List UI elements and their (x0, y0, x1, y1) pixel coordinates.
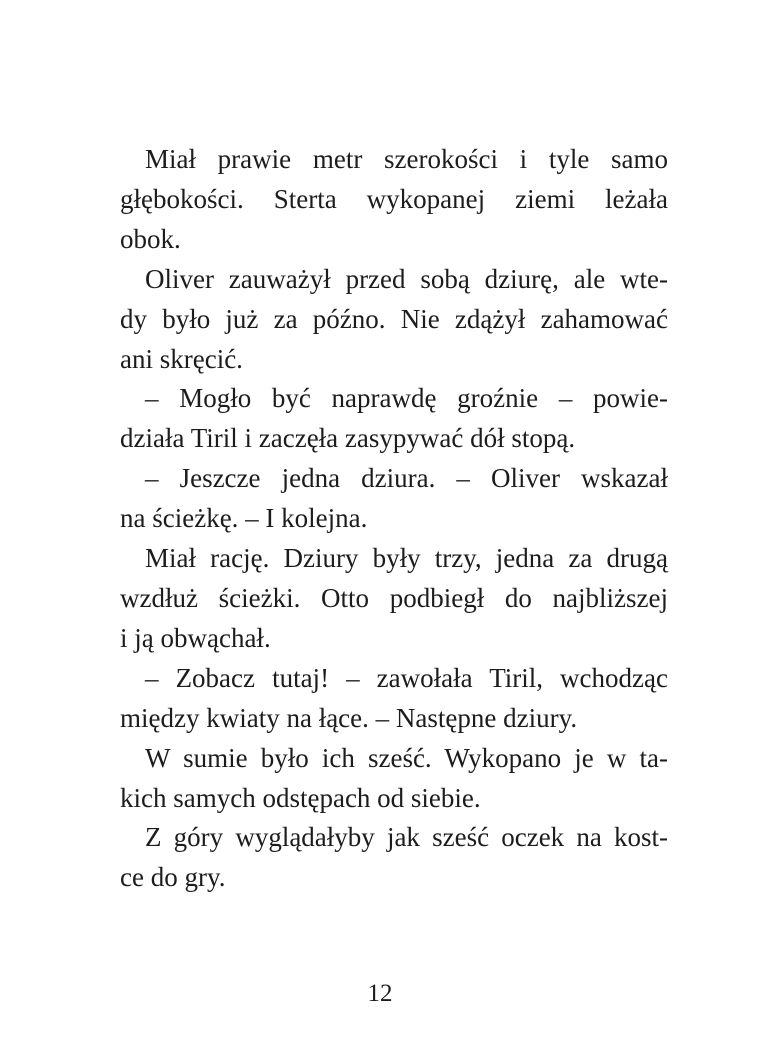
text-line: Miał prawie metr szerokości i tyle samo (145, 144, 668, 174)
paragraph (120, 379, 668, 459)
paragraph (120, 739, 668, 819)
text-line: i ją obwąchał. (120, 622, 271, 653)
text-line: W sumie było ich sześć. Wykopano je w ta- (145, 742, 668, 773)
page-body-text (120, 140, 668, 898)
text-line: na ścieżkę. – I kolejna. (120, 503, 368, 534)
text-line: Oliver zauważył przed sobą dziurę, ale wte- (145, 263, 668, 294)
text-line: ce do gry. (120, 862, 226, 893)
text-line: Miał rację. Dziury były trzy, jedna za drugą (145, 543, 668, 574)
text-line: Z góry wyglądałyby jak sześć oczek na kost- (145, 822, 668, 853)
text-line: – Jeszcze jedna dziura. – Oliver wskazał (145, 463, 668, 494)
paragraph (120, 260, 668, 380)
text-line: – Mogło być naprawdę groźnie – powie- (145, 383, 668, 414)
paragraph (120, 659, 668, 739)
text-line: między kwiaty na łące. – Następne dziury. (120, 702, 578, 733)
text-line: działa Tiril i zaczęła zasypywać dół stopą. (120, 423, 576, 454)
text-line: – Zobacz tutaj! – zawołała Tiril, wchodząc (145, 662, 668, 693)
paragraph (120, 140, 668, 260)
text-line: obok. (120, 223, 181, 254)
text-line: dy było już za późno. Nie zdążył zahamować (120, 303, 668, 334)
paragraph (120, 818, 668, 898)
text-line: wzdłuż ścieżki. Otto podbiegł do najbliższej (120, 582, 668, 613)
text-line: głębokości. Sterta wykopanej ziemi leżała (120, 183, 668, 214)
paragraph (120, 539, 668, 659)
page-number: 12 (367, 980, 393, 1007)
text-line: kich samych odstępach od siebie. (120, 782, 481, 813)
paragraph (120, 459, 668, 539)
text-line: ani skręcić. (120, 343, 243, 374)
